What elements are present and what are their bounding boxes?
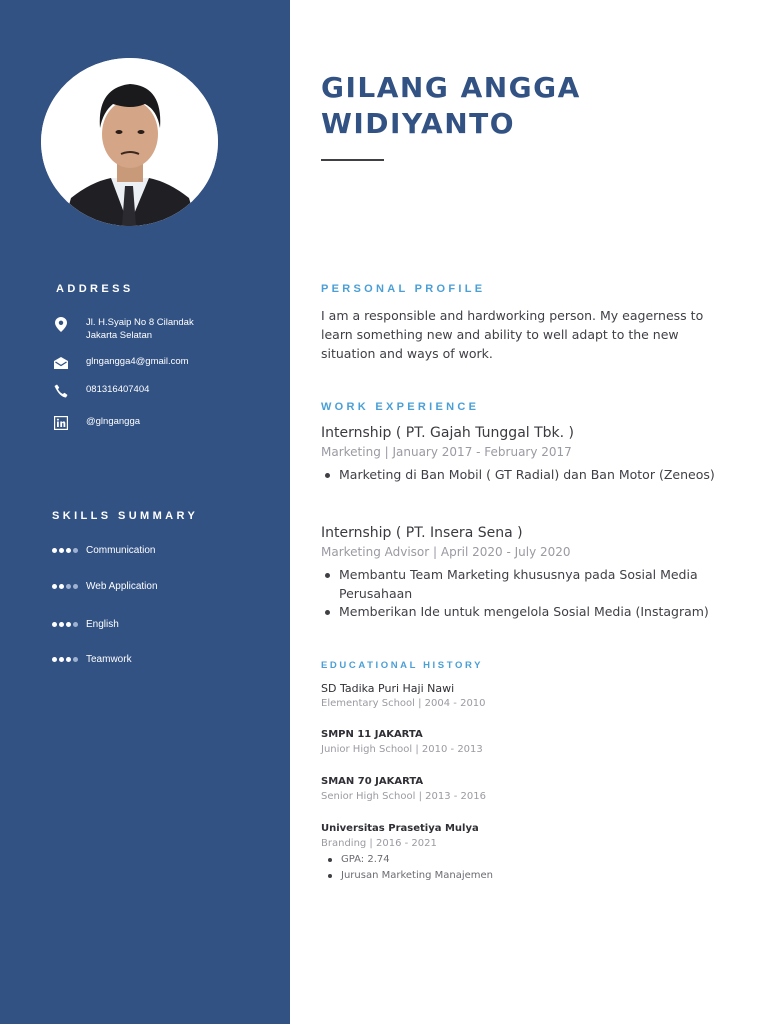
- envelope-icon: [52, 355, 70, 371]
- job-bullets: [321, 466, 726, 485]
- address-line-1: Jl. H.Syaip No 8 Cilandak: [86, 317, 194, 328]
- education-heading: EDUCATIONAL HISTORY: [321, 660, 483, 671]
- education-entry: [321, 681, 726, 711]
- phone-icon: [52, 383, 70, 399]
- education-bullet: Jurusan Marketing Manajemen: [321, 868, 726, 884]
- skill-item-web-application: [52, 581, 158, 592]
- candidate-name: [321, 70, 741, 142]
- job-bullets: [321, 566, 726, 622]
- address-item: [52, 316, 282, 342]
- skill-level-dots: [52, 657, 82, 662]
- job-meta: Marketing | January 2017 - February 2017: [321, 445, 572, 459]
- job-bullet: Membantu Team Marketing khususnya pada Sosial Media Perusahaan: [321, 566, 726, 603]
- education-bullets: [321, 852, 726, 884]
- profile-heading: PERSONAL PROFILE: [321, 283, 486, 295]
- school-name: Universitas Prasetiya Mulya: [321, 823, 479, 834]
- education-entry: [321, 727, 726, 757]
- skill-item-english: [52, 619, 119, 630]
- location-pin-icon: [52, 316, 70, 332]
- linkedin-text: @glngangga: [86, 416, 141, 427]
- profile-photo: [41, 58, 218, 226]
- linkedin-item[interactable]: [52, 415, 282, 431]
- job-title: Internship ( PT. Insera Sena ): [321, 525, 523, 541]
- skill-item-communication: [52, 545, 155, 556]
- job-meta: Marketing Advisor | April 2020 - July 2020: [321, 545, 571, 559]
- work-heading: WORK EXPERIENCE: [321, 401, 480, 413]
- school-meta: Branding | 2016 - 2021: [321, 838, 437, 849]
- education-bullet: GPA: 2.74: [321, 852, 726, 868]
- school-meta: Junior High School | 2010 - 2013: [321, 744, 483, 755]
- school-meta: Senior High School | 2013 - 2016: [321, 791, 486, 802]
- school-name: SMAN 70 JAKARTA: [321, 776, 424, 787]
- job-entry: [321, 523, 726, 622]
- linkedin-icon: [52, 415, 70, 431]
- skills-heading: SKILLS SUMMARY: [52, 510, 199, 522]
- skill-label: Communication: [86, 545, 156, 556]
- skill-level-dots: [52, 548, 82, 553]
- skill-label: Web Application: [86, 581, 158, 592]
- sidebar: [0, 0, 290, 1024]
- phone-item[interactable]: [52, 383, 282, 399]
- job-bullet: Memberikan Ide untuk mengelola Sosial Media (Instagram): [321, 603, 726, 622]
- address-heading: ADDRESS: [56, 283, 134, 295]
- phone-text: 081316407404: [86, 384, 150, 395]
- skill-item-teamwork: [52, 654, 132, 665]
- job-bullet: Marketing di Ban Mobil ( GT Radial) dan Ban Motor (Zeneos): [321, 466, 726, 485]
- skill-level-dots: [52, 622, 82, 627]
- email-item[interactable]: [52, 355, 282, 371]
- skill-label: English: [86, 619, 119, 630]
- job-entry: [321, 423, 726, 485]
- education-entry: [321, 821, 726, 884]
- school-meta: Elementary School | 2004 - 2010: [321, 698, 486, 709]
- school-name: SD Tadika Puri Haji Nawi: [321, 682, 455, 695]
- skill-level-dots: [52, 584, 82, 589]
- school-name: SMPN 11 JAKARTA: [321, 729, 423, 740]
- name-line-1: GILANG ANGGA: [321, 71, 581, 104]
- profile-text: I am a responsible and hardworking person. My eagerness to learn something new and ability to well adapt to the new situation and ways of work.: [321, 308, 704, 361]
- email-text: glngangga4@gmail.com: [86, 356, 189, 367]
- name-line-2: WIDIYANTO: [321, 107, 516, 140]
- skill-label: Teamwork: [86, 654, 132, 665]
- name-divider: [321, 159, 384, 161]
- education-entry: [321, 774, 726, 804]
- address-line-2: Jakarta Selatan: [86, 330, 153, 341]
- job-title: Internship ( PT. Gajah Tunggal Tbk. ): [321, 425, 575, 441]
